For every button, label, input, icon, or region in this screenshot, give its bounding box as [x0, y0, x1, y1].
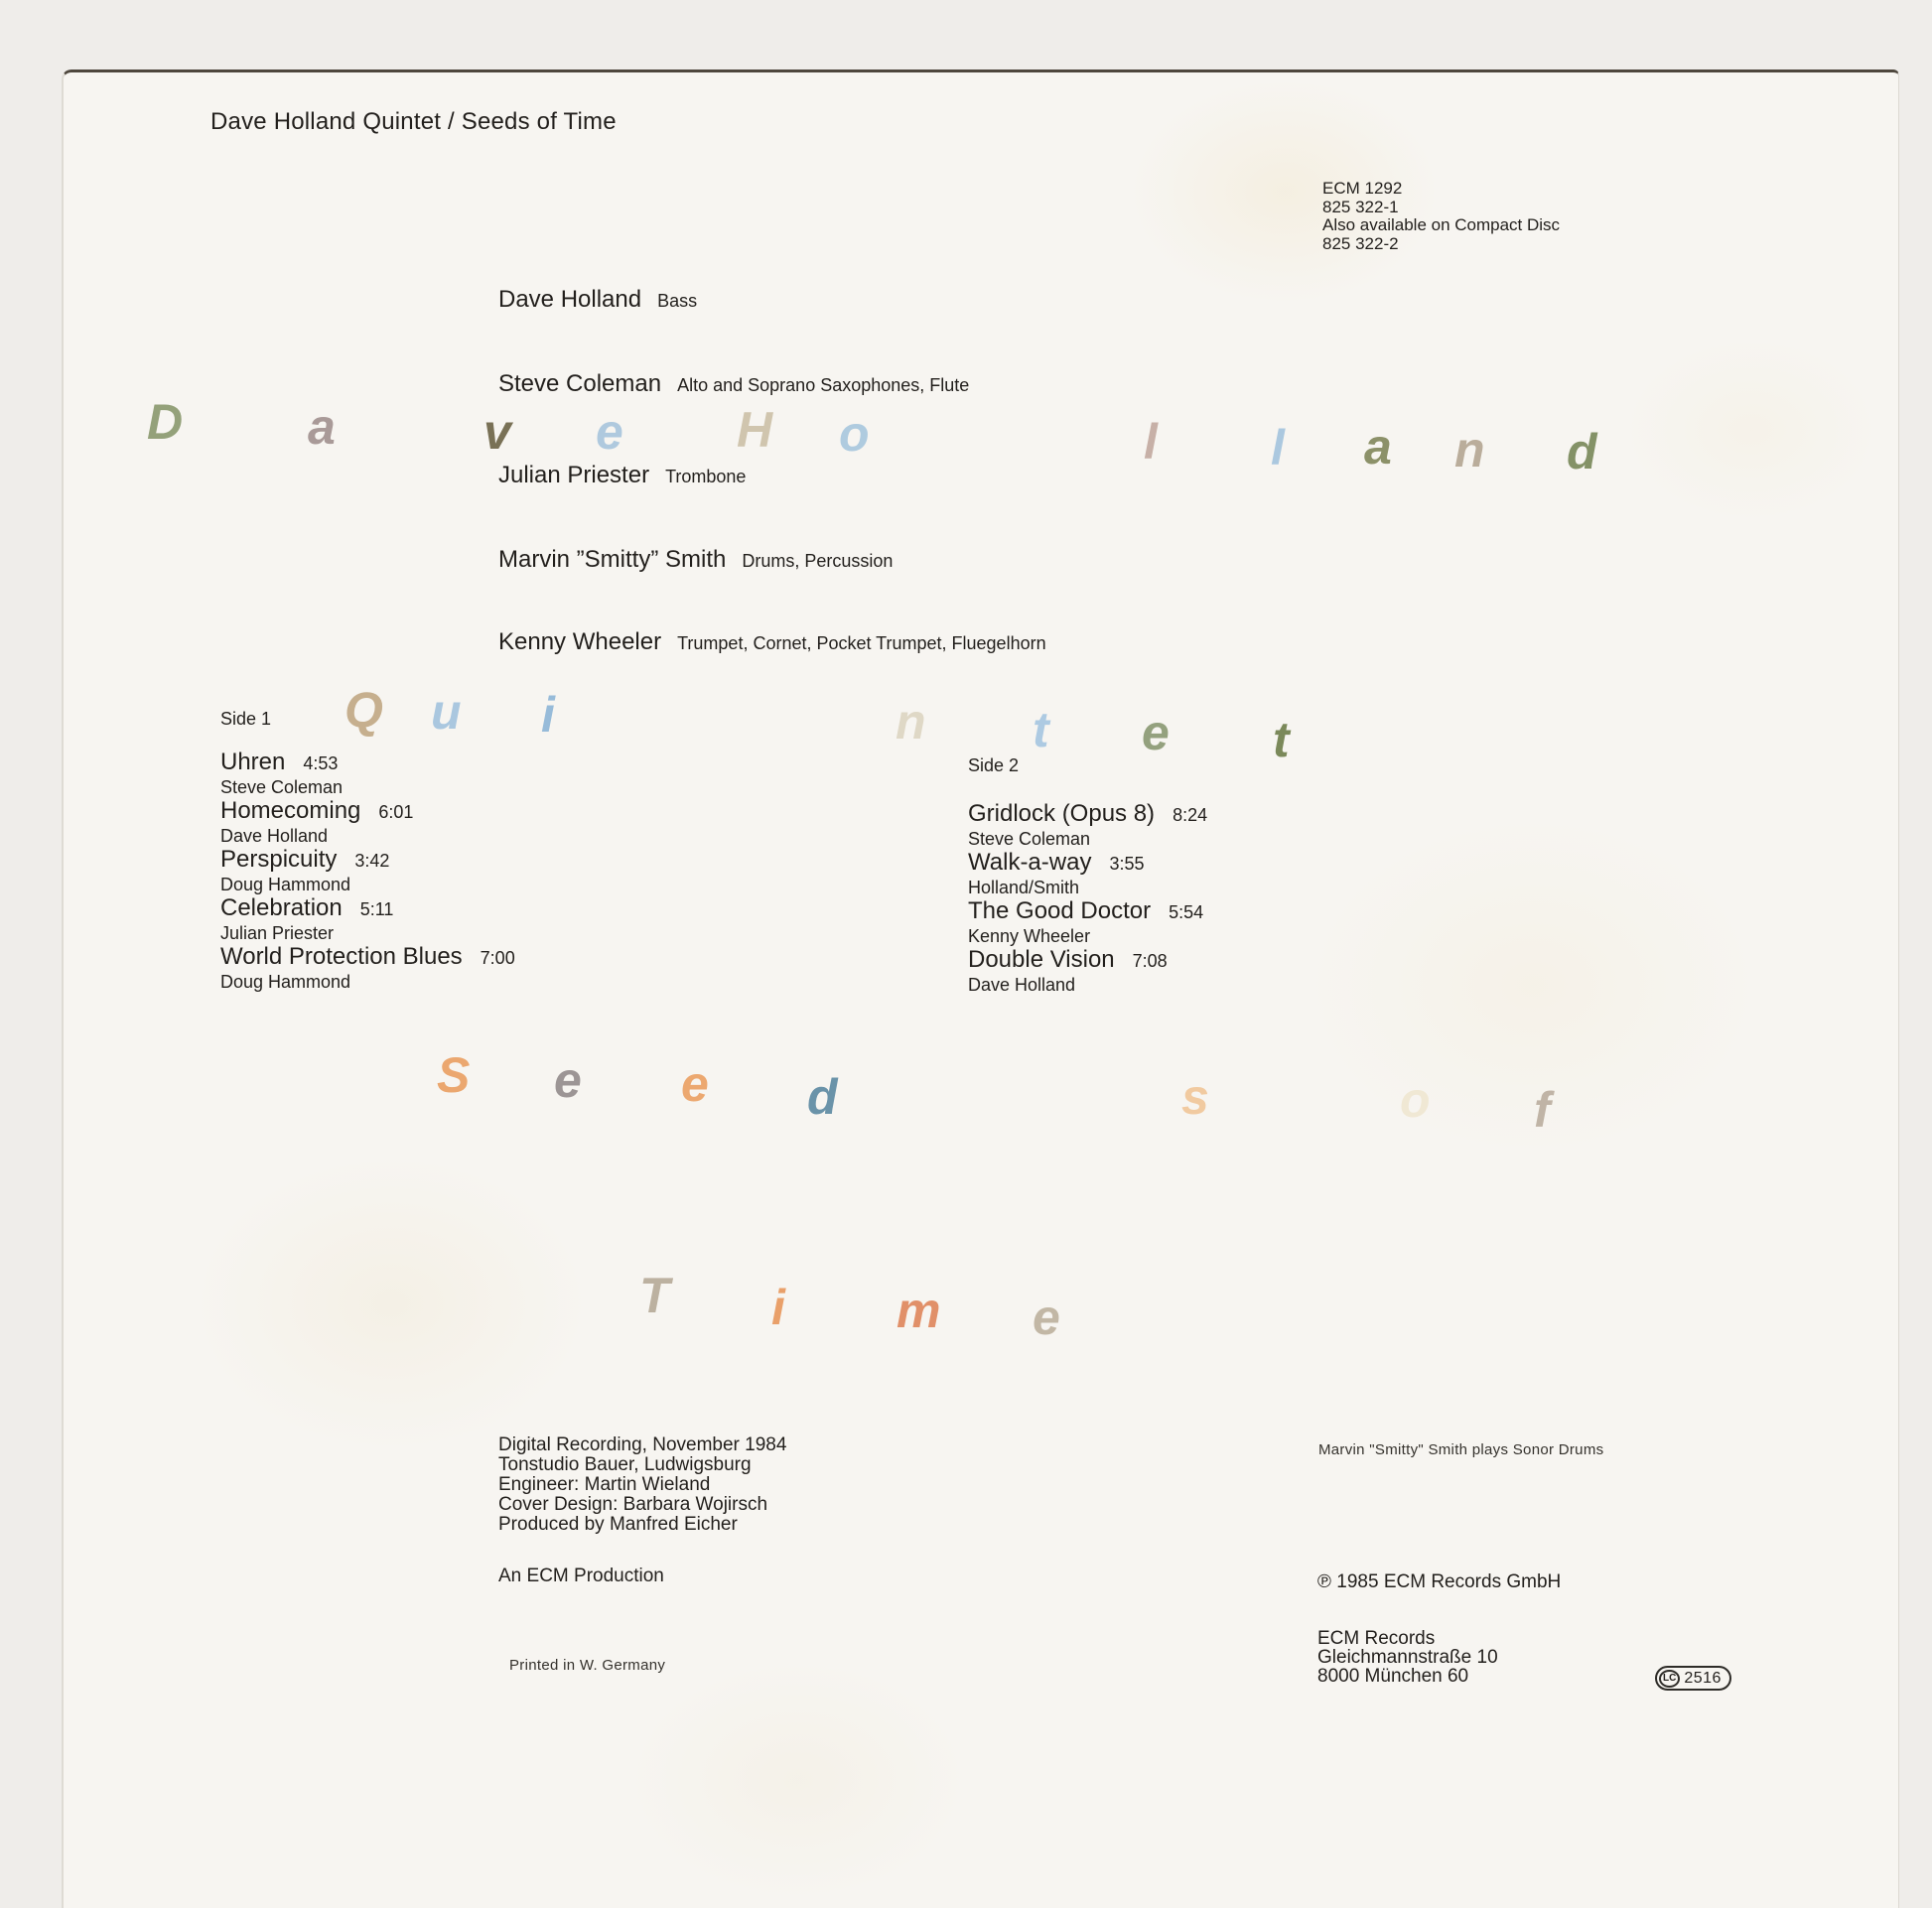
stamp-letter: m — [897, 1283, 941, 1338]
track-title: Walk-a-way — [968, 849, 1092, 876]
track-title: The Good Doctor — [968, 897, 1152, 924]
stamp-letter: o — [1400, 1072, 1431, 1128]
lc-badge — [1655, 1666, 1731, 1691]
catalog-block — [1322, 180, 1560, 253]
musician-instruments: Trombone — [665, 467, 747, 486]
track-composer: Dave Holland — [220, 826, 329, 846]
track-title: Celebration — [220, 894, 343, 921]
stamp-letter: i — [771, 1280, 785, 1335]
track-title: Perspicuity — [220, 846, 338, 873]
lc-badge-number: 2516 — [1684, 1669, 1722, 1687]
copyright-line: ℗ 1985 ECM Records GmbH — [1317, 1571, 1562, 1592]
track-composer: Dave Holland — [968, 975, 1076, 995]
label-address-block — [1317, 1629, 1498, 1686]
track-row — [220, 895, 515, 944]
track-time: 8:24 — [1173, 805, 1208, 825]
track-time: 4:53 — [303, 753, 339, 773]
printed-in-note: Printed in W. Germany — [509, 1657, 666, 1674]
lc-badge-prefix: LC — [1659, 1670, 1680, 1688]
address-line: Gleichmannstraße 10 — [1317, 1647, 1498, 1668]
stamp-letter: S — [437, 1047, 471, 1103]
musician-name: Dave Holland — [498, 286, 642, 313]
track-composer: Doug Hammond — [220, 875, 351, 894]
track-time: 5:54 — [1169, 902, 1204, 922]
stamp-letter: v — [483, 404, 511, 460]
stamp-letter: D — [147, 394, 184, 450]
stamp-letter: e — [554, 1052, 582, 1108]
stamp-letter: s — [1181, 1069, 1209, 1125]
personnel-row — [498, 462, 746, 489]
track-title: Homecoming — [220, 797, 361, 824]
track-title: Uhren — [220, 749, 286, 775]
musician-instruments: Trumpet, Cornet, Pocket Trumpet, Fluegelhorn — [677, 633, 1046, 653]
sonor-endorsement-line: Marvin "Smitty" Smith plays Sonor Drums — [1318, 1441, 1604, 1458]
credit-line: Produced by Manfred Eicher — [498, 1514, 738, 1535]
side-label: Side 2 — [968, 755, 1020, 775]
stamp-letter: H — [737, 402, 773, 458]
personnel-row — [498, 628, 1046, 656]
address-line: ECM Records — [1317, 1628, 1436, 1649]
track-time: 7:08 — [1132, 951, 1168, 971]
track-title: Gridlock (Opus 8) — [968, 800, 1156, 827]
catalog-cd-number: 825 322-2 — [1322, 233, 1399, 253]
stamp-letter: a — [308, 399, 336, 455]
track-composer: Doug Hammond — [220, 972, 351, 992]
side2-tracklist — [968, 755, 1207, 996]
track-row — [220, 847, 515, 895]
catalog-number: ECM 1292 — [1322, 179, 1403, 198]
musician-instruments: Alto and Soprano Saxophones, Flute — [677, 375, 970, 395]
catalog-lp-number: 825 322-1 — [1322, 197, 1399, 216]
stamp-letter: e — [1142, 705, 1170, 760]
stamp-letter: T — [639, 1268, 670, 1323]
musician-name: Steve Coleman — [498, 370, 662, 397]
credit-line: Engineer: Martin Wieland — [498, 1474, 711, 1495]
stamp-letter: e — [1033, 1290, 1060, 1345]
track-row — [968, 801, 1207, 850]
track-row — [220, 750, 515, 798]
stamp-letter: u — [431, 684, 462, 740]
stamp-letter: n — [896, 694, 926, 750]
stamp-letter: d — [1567, 424, 1597, 479]
side-label: Side 1 — [220, 709, 272, 729]
stamp-letter: Q — [345, 682, 383, 738]
address-line: 8000 München 60 — [1317, 1666, 1469, 1687]
credit-line: Cover Design: Barbara Wojirsch — [498, 1494, 768, 1515]
side1-tracklist — [220, 709, 515, 993]
track-time: 3:55 — [1109, 854, 1145, 874]
track-time: 7:00 — [480, 948, 515, 968]
track-composer: Steve Coleman — [220, 777, 344, 797]
track-title: Double Vision — [968, 946, 1115, 973]
track-time: 5:11 — [359, 899, 394, 919]
musician-name: Kenny Wheeler — [498, 628, 662, 655]
track-composer: Steve Coleman — [968, 829, 1091, 849]
personnel-row — [498, 286, 697, 314]
credit-line: Digital Recording, November 1984 — [498, 1434, 787, 1455]
track-time: 3:42 — [354, 851, 390, 871]
musician-name: Julian Priester — [498, 462, 650, 488]
stamp-letter: a — [1364, 419, 1392, 475]
stamp-letter: i — [541, 687, 555, 743]
stamp-letter: l — [1271, 420, 1285, 476]
track-row — [968, 898, 1207, 947]
personnel-row — [498, 546, 893, 574]
stamp-letter: t — [1033, 702, 1049, 757]
track-composer: Kenny Wheeler — [968, 926, 1091, 946]
stamp-letter: t — [1273, 712, 1290, 767]
track-composer: Julian Priester — [220, 923, 335, 943]
track-row — [220, 798, 515, 847]
track-row — [220, 944, 515, 993]
stamp-letter: l — [1144, 414, 1158, 470]
personnel-row — [498, 370, 969, 398]
catalog-cd-note: Also available on Compact Disc — [1322, 215, 1561, 234]
credits-block — [498, 1435, 786, 1535]
stamp-letter: o — [839, 406, 870, 462]
track-row — [968, 947, 1207, 996]
stamp-letter: e — [681, 1056, 709, 1112]
track-composer: Holland/Smith — [968, 878, 1080, 897]
ecm-production-line: An ECM Production — [498, 1566, 664, 1586]
stamp-letter: n — [1454, 422, 1485, 477]
track-row — [968, 850, 1207, 898]
credit-line: Tonstudio Bauer, Ludwigsburg — [498, 1454, 752, 1475]
track-time: 6:01 — [378, 802, 414, 822]
musician-name: Marvin ”Smitty” Smith — [498, 546, 727, 573]
track-title: World Protection Blues — [220, 943, 463, 970]
stamp-letter: d — [807, 1069, 838, 1125]
stamp-letter: e — [596, 404, 623, 460]
musician-instruments: Drums, Percussion — [742, 551, 894, 571]
stamp-letter: f — [1534, 1082, 1551, 1138]
album-title: Dave Holland Quintet / Seeds of Time — [210, 108, 617, 135]
musician-instruments: Bass — [657, 291, 698, 311]
